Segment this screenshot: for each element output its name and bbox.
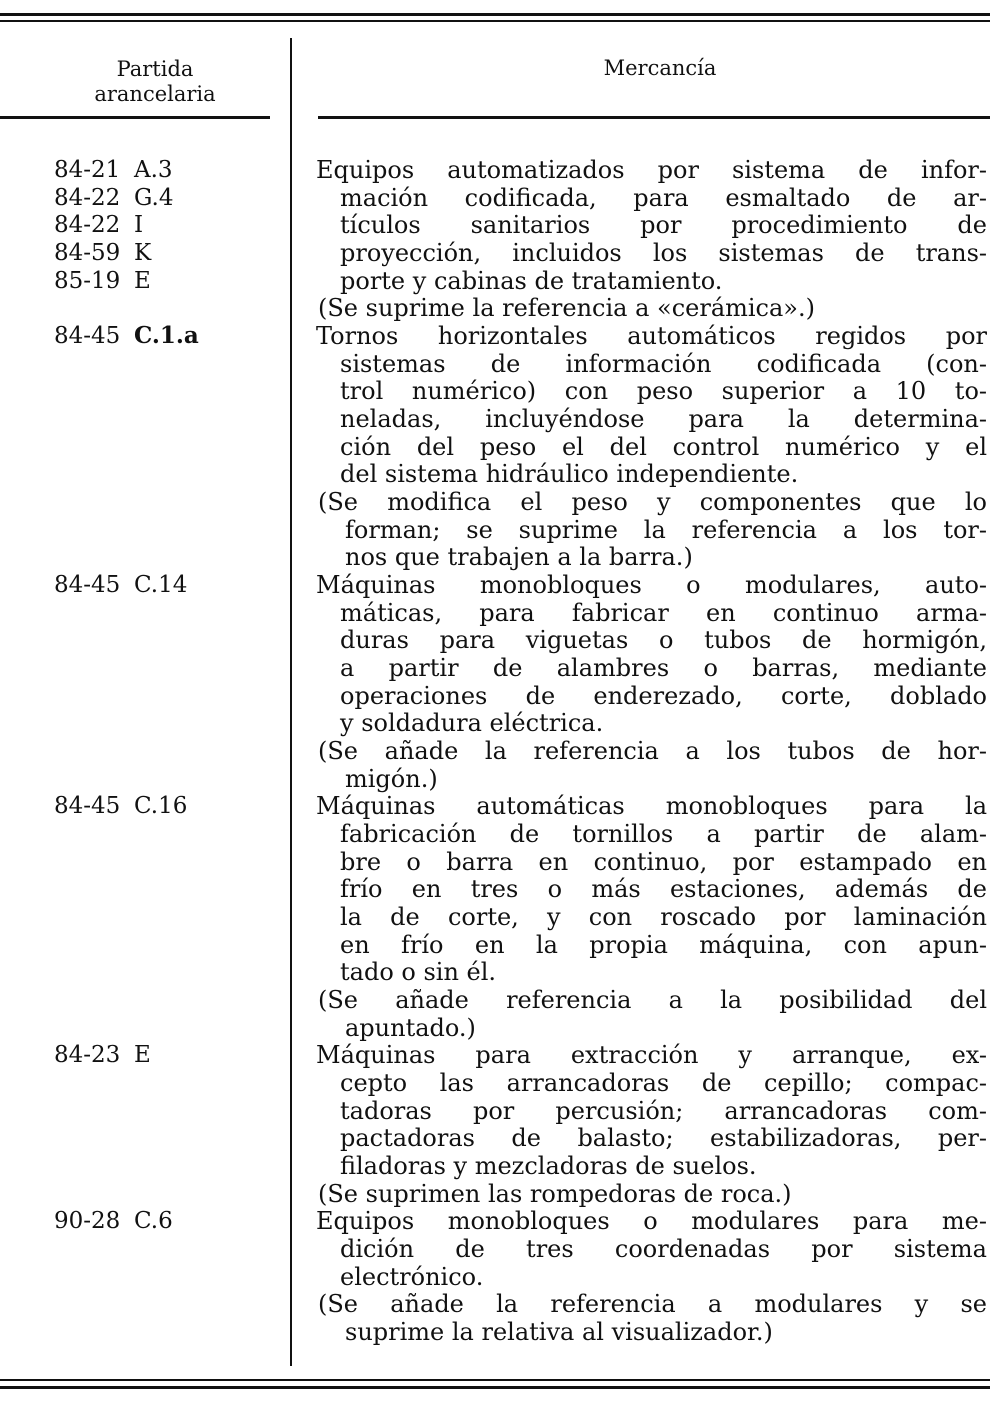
merchandise-description-line: en frío en la propia máquina, con apun- — [340, 930, 987, 959]
tariff-heading-code: 84-21 — [54, 157, 121, 183]
tariff-subheading-code: C.1.a — [134, 322, 199, 350]
merchandise-description-line: la de corte, y con roscado por laminación — [340, 903, 987, 932]
tariff-subheading-code: C.16 — [134, 793, 188, 820]
tariff-subheading-code: I — [134, 212, 144, 239]
merchandise-description-line: y soldadura eléctrica. — [340, 709, 604, 738]
merchandise-description-line: trol numérico) con peso superior a 10 to- — [340, 377, 987, 406]
merchandise-description-line: fabricación de tornillos a partir de alam- — [340, 820, 987, 849]
tariff-heading-code: 84-23 — [54, 1042, 121, 1069]
merchandise-description-line: frío en tres o más estaciones, además de — [340, 875, 987, 904]
column-divider — [290, 38, 292, 1366]
tariff-subheading-code: C.14 — [134, 572, 188, 599]
merchandise-description-line: Tornos horizontales automáticos regidos por — [316, 322, 987, 351]
amendment-note-line: (Se añade referencia a la posibilidad del — [318, 986, 987, 1015]
amendment-note-line: apuntado.) — [345, 1013, 476, 1042]
tariff-subheading-code: C.6 — [134, 1208, 173, 1235]
tariff-subheading-code: G.4 — [134, 184, 174, 211]
merchandise-description-line: Equipos automatizados por sistema de infor- — [316, 156, 987, 184]
merchandise-description-line: tículos sanitarios por procedimiento de — [340, 211, 987, 240]
tariff-heading-code: 90-28 — [54, 1208, 121, 1235]
bottom-rule-inner — [0, 1386, 990, 1389]
tariff-heading-code: 84-22 — [54, 184, 121, 211]
merchandise-description-line: neladas, incluyéndose para la determina- — [340, 405, 987, 434]
amendment-note-line: (Se modifica el peso y componentes que lo — [318, 488, 987, 517]
merchandise-description-line: mación codificada, para esmaltado de ar- — [340, 183, 987, 212]
tariff-heading-code: 84-22 — [54, 212, 121, 239]
merchandise-description-line: proyección, incluidos los sistemas de trans- — [340, 239, 987, 267]
merchandise-description-line: tado o sin él. — [340, 958, 497, 987]
tariff-subheading-code: A.3 — [134, 157, 173, 183]
merchandise-description-line: bre o barra en continuo, por estampado en — [340, 847, 987, 876]
header-underline-right — [318, 116, 990, 119]
merchandise-description-line: Máquinas automáticas monobloques para la — [316, 792, 987, 821]
merchandise-description-line: sistemas de información codificada (con- — [340, 349, 987, 378]
tariff-subheading-code: E — [134, 1042, 151, 1069]
header-underline-left — [0, 116, 270, 119]
header-mercancia: Mercancía — [603, 56, 717, 80]
merchandise-description-line: porte y cabinas de tratamiento. — [340, 266, 723, 295]
merchandise-description-line: Equipos monobloques o modulares para me- — [316, 1207, 987, 1236]
amendment-note-line: forman; se suprime la referencia a los tor- — [345, 515, 987, 544]
merchandise-description-line: tadoras por percusión; arrancadoras com- — [340, 1096, 987, 1125]
tariff-heading-code: 84-45 — [54, 793, 121, 820]
tariff-subheading-code: E — [134, 267, 151, 294]
merchandise-description-line: a partir de alambres o barras, mediante — [340, 654, 987, 683]
top-rule-inner — [0, 20, 990, 22]
merchandise-description-line: ción del peso el del control numérico y el — [340, 432, 987, 461]
merchandise-description-line: Máquinas para extracción y arranque, ex- — [316, 1041, 987, 1070]
top-rule — [0, 13, 990, 16]
amendment-note-line: migón.) — [345, 764, 438, 793]
amendment-note-line: (Se suprime la referencia a «cerámica».) — [318, 294, 815, 323]
tariff-heading-code: 84-45 — [54, 323, 121, 350]
bottom-rule — [0, 1379, 990, 1381]
amendment-note-line: (Se añade la referencia a modulares y se — [318, 1290, 987, 1319]
merchandise-description-line: electrónico. — [340, 1262, 484, 1291]
merchandise-description-line: pactadoras de balasto; estabilizadoras, per- — [340, 1124, 987, 1153]
merchandise-description-line: del sistema hidráulico independiente. — [340, 460, 799, 489]
amendment-note-line: nos que trabajen a la barra.) — [345, 543, 693, 572]
tariff-subheading-code: K — [134, 240, 152, 266]
merchandise-description-line: máticas, para fabricar en continuo arma- — [340, 598, 987, 627]
merchandise-description-line: filadoras y mezcladoras de suelos. — [340, 1152, 757, 1181]
amendment-note-line: suprime la relativa al visualizador.) — [345, 1318, 773, 1347]
amendment-note-line: (Se añade la referencia a los tubos de hor- — [318, 737, 987, 766]
merchandise-description-line: Máquinas monobloques o modulares, auto- — [316, 571, 987, 600]
tariff-heading-code: 84-45 — [54, 572, 121, 599]
merchandise-description-line: duras para viguetas o tubos de hormigón, — [340, 626, 987, 655]
tariff-heading-code: 84-59 — [54, 240, 121, 266]
header-partida-line: arancelaria — [94, 82, 216, 106]
tariff-heading-code: 85-19 — [54, 267, 121, 294]
amendment-note-line: (Se suprimen las rompedoras de roca.) — [318, 1179, 792, 1208]
merchandise-description-line: cepto las arrancadoras de cepillo; compac- — [340, 1069, 987, 1098]
header-partida — [40, 57, 270, 107]
header-partida-line: Partida — [116, 57, 194, 81]
merchandise-description-line: operaciones de enderezado, corte, doblado — [340, 681, 987, 710]
merchandise-description-line: dición de tres coordenadas por sistema — [340, 1235, 987, 1264]
